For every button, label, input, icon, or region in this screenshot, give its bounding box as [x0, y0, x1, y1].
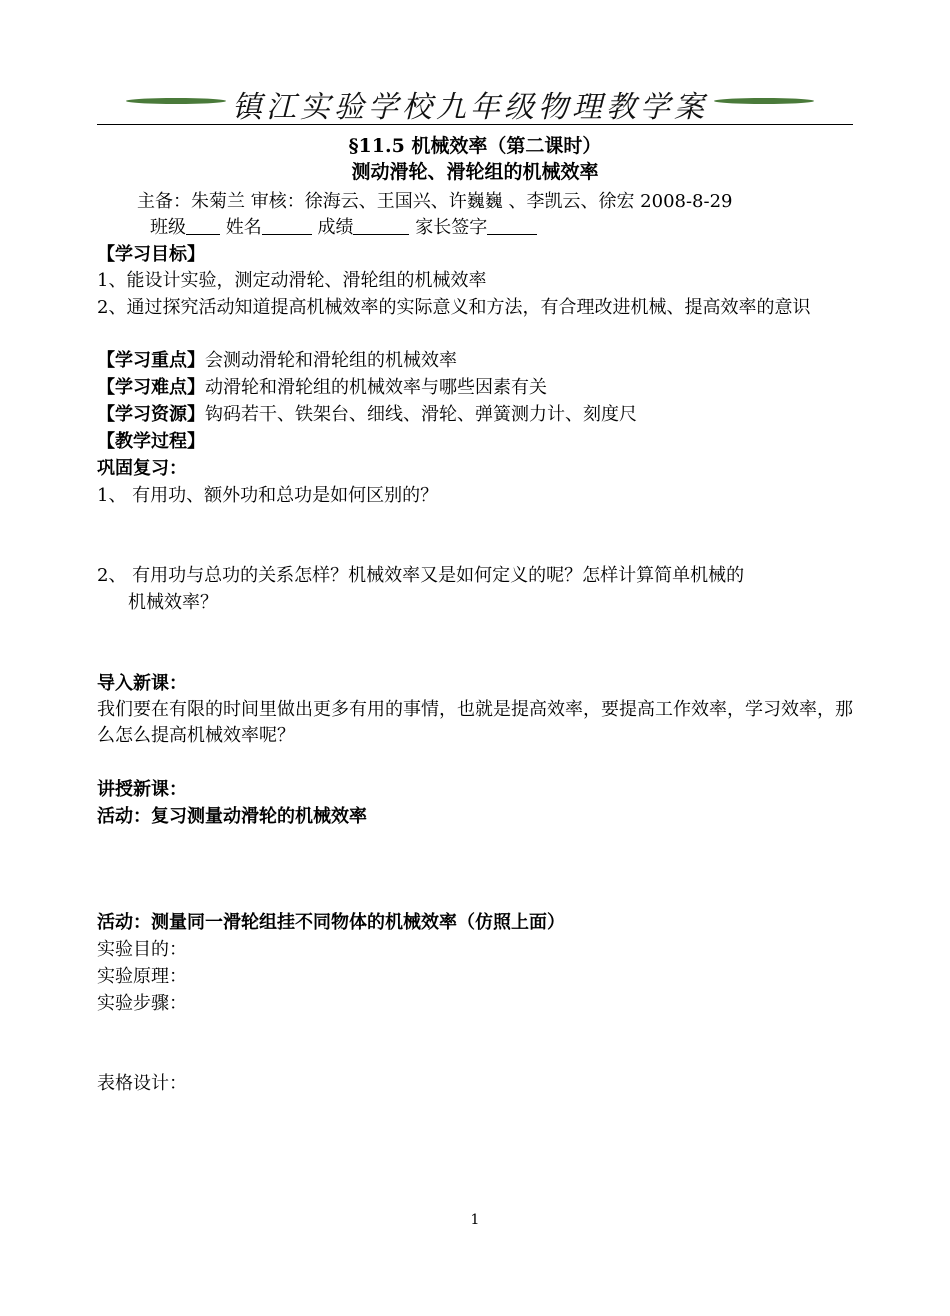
review-question-2-line-1: 2、 有用功与总功的关系怎样？机械效率又是如何定义的呢？怎样计算简单机械的: [97, 565, 745, 586]
objective-1: 1、能设计实验，测定动滑轮、滑轮组的机械效率: [97, 270, 487, 291]
activity-2: 活动：测量同一滑轮组挂不同物体的机械效率（仿照上面）: [97, 912, 565, 933]
score-label: 成绩: [317, 217, 354, 238]
experiment-steps: 实验步骤：: [97, 993, 187, 1014]
name-blank[interactable]: [262, 216, 312, 235]
activity-1: 活动：复习测量动滑轮的机械效率: [97, 806, 367, 827]
authors-line: 主备：朱菊兰 审核：徐海云、王国兴、许巍巍 、李凯云、徐宏 2008-8-29: [137, 191, 733, 212]
parent-sign-label: 家长签字: [415, 217, 488, 238]
header-banner: [120, 82, 820, 125]
class-label: 班级: [150, 217, 186, 238]
info-fields: [150, 215, 537, 241]
left-leaf-decoration: [126, 98, 226, 104]
intro-text: 我们要在有限的时间里做出更多有用的事情，也就是提高效率，要提高工作效率，学习效率，那么怎么提高机械效率呢？: [97, 699, 853, 746]
objectives-heading: 【学习目标】: [97, 244, 205, 265]
title-line-1: §11.5 机械效率（第二课时）: [348, 135, 602, 157]
key-point-label: 【学习重点】: [97, 350, 205, 371]
difficulty-text: 动滑轮和滑轮组的机械效率与哪些因素有关: [205, 377, 547, 398]
right-leaf-decoration: [714, 98, 814, 104]
difficulty-line: [97, 375, 547, 401]
intro-heading: 导入新课：: [97, 673, 187, 694]
score-blank[interactable]: [353, 216, 409, 235]
experiment-principle: 实验原理：: [97, 966, 187, 987]
class-blank[interactable]: [186, 216, 220, 235]
experiment-purpose: 实验目的：: [97, 939, 187, 960]
lesson-heading: 讲授新课：: [97, 779, 187, 800]
key-point-line: [97, 348, 457, 374]
title-line-2: 测动滑轮、滑轮组的机械效率: [351, 161, 599, 183]
difficulty-label: 【学习难点】: [97, 377, 205, 398]
name-label: 姓名: [225, 217, 262, 238]
table-design: 表格设计：: [97, 1073, 187, 1094]
resources-text: 钩码若干、铁架台、细线、滑轮、弹簧测力计、刻度尺: [205, 404, 637, 425]
page-number: 1: [470, 1212, 480, 1228]
review-question-1: 1、 有用功、额外功和总功是如何区别的？: [97, 485, 439, 506]
key-point-text: 会测动滑轮和滑轮组的机械效率: [205, 350, 457, 371]
banner-title: 镇江实验学校九年级物理教学案: [232, 90, 708, 125]
process-heading: 【教学过程】: [97, 431, 205, 452]
resources-line: [97, 402, 637, 428]
parent-sign-blank[interactable]: [487, 216, 537, 235]
objective-2: 2、通过探究活动知道提高机械效率的实际意义和方法，有合理改进机械、提高效率的意识: [97, 297, 811, 318]
review-question-2-line-2: 机械效率？: [128, 592, 218, 613]
resources-label: 【学习资源】: [97, 404, 205, 425]
review-heading: 巩固复习：: [97, 458, 187, 479]
header-rule: [97, 124, 853, 125]
